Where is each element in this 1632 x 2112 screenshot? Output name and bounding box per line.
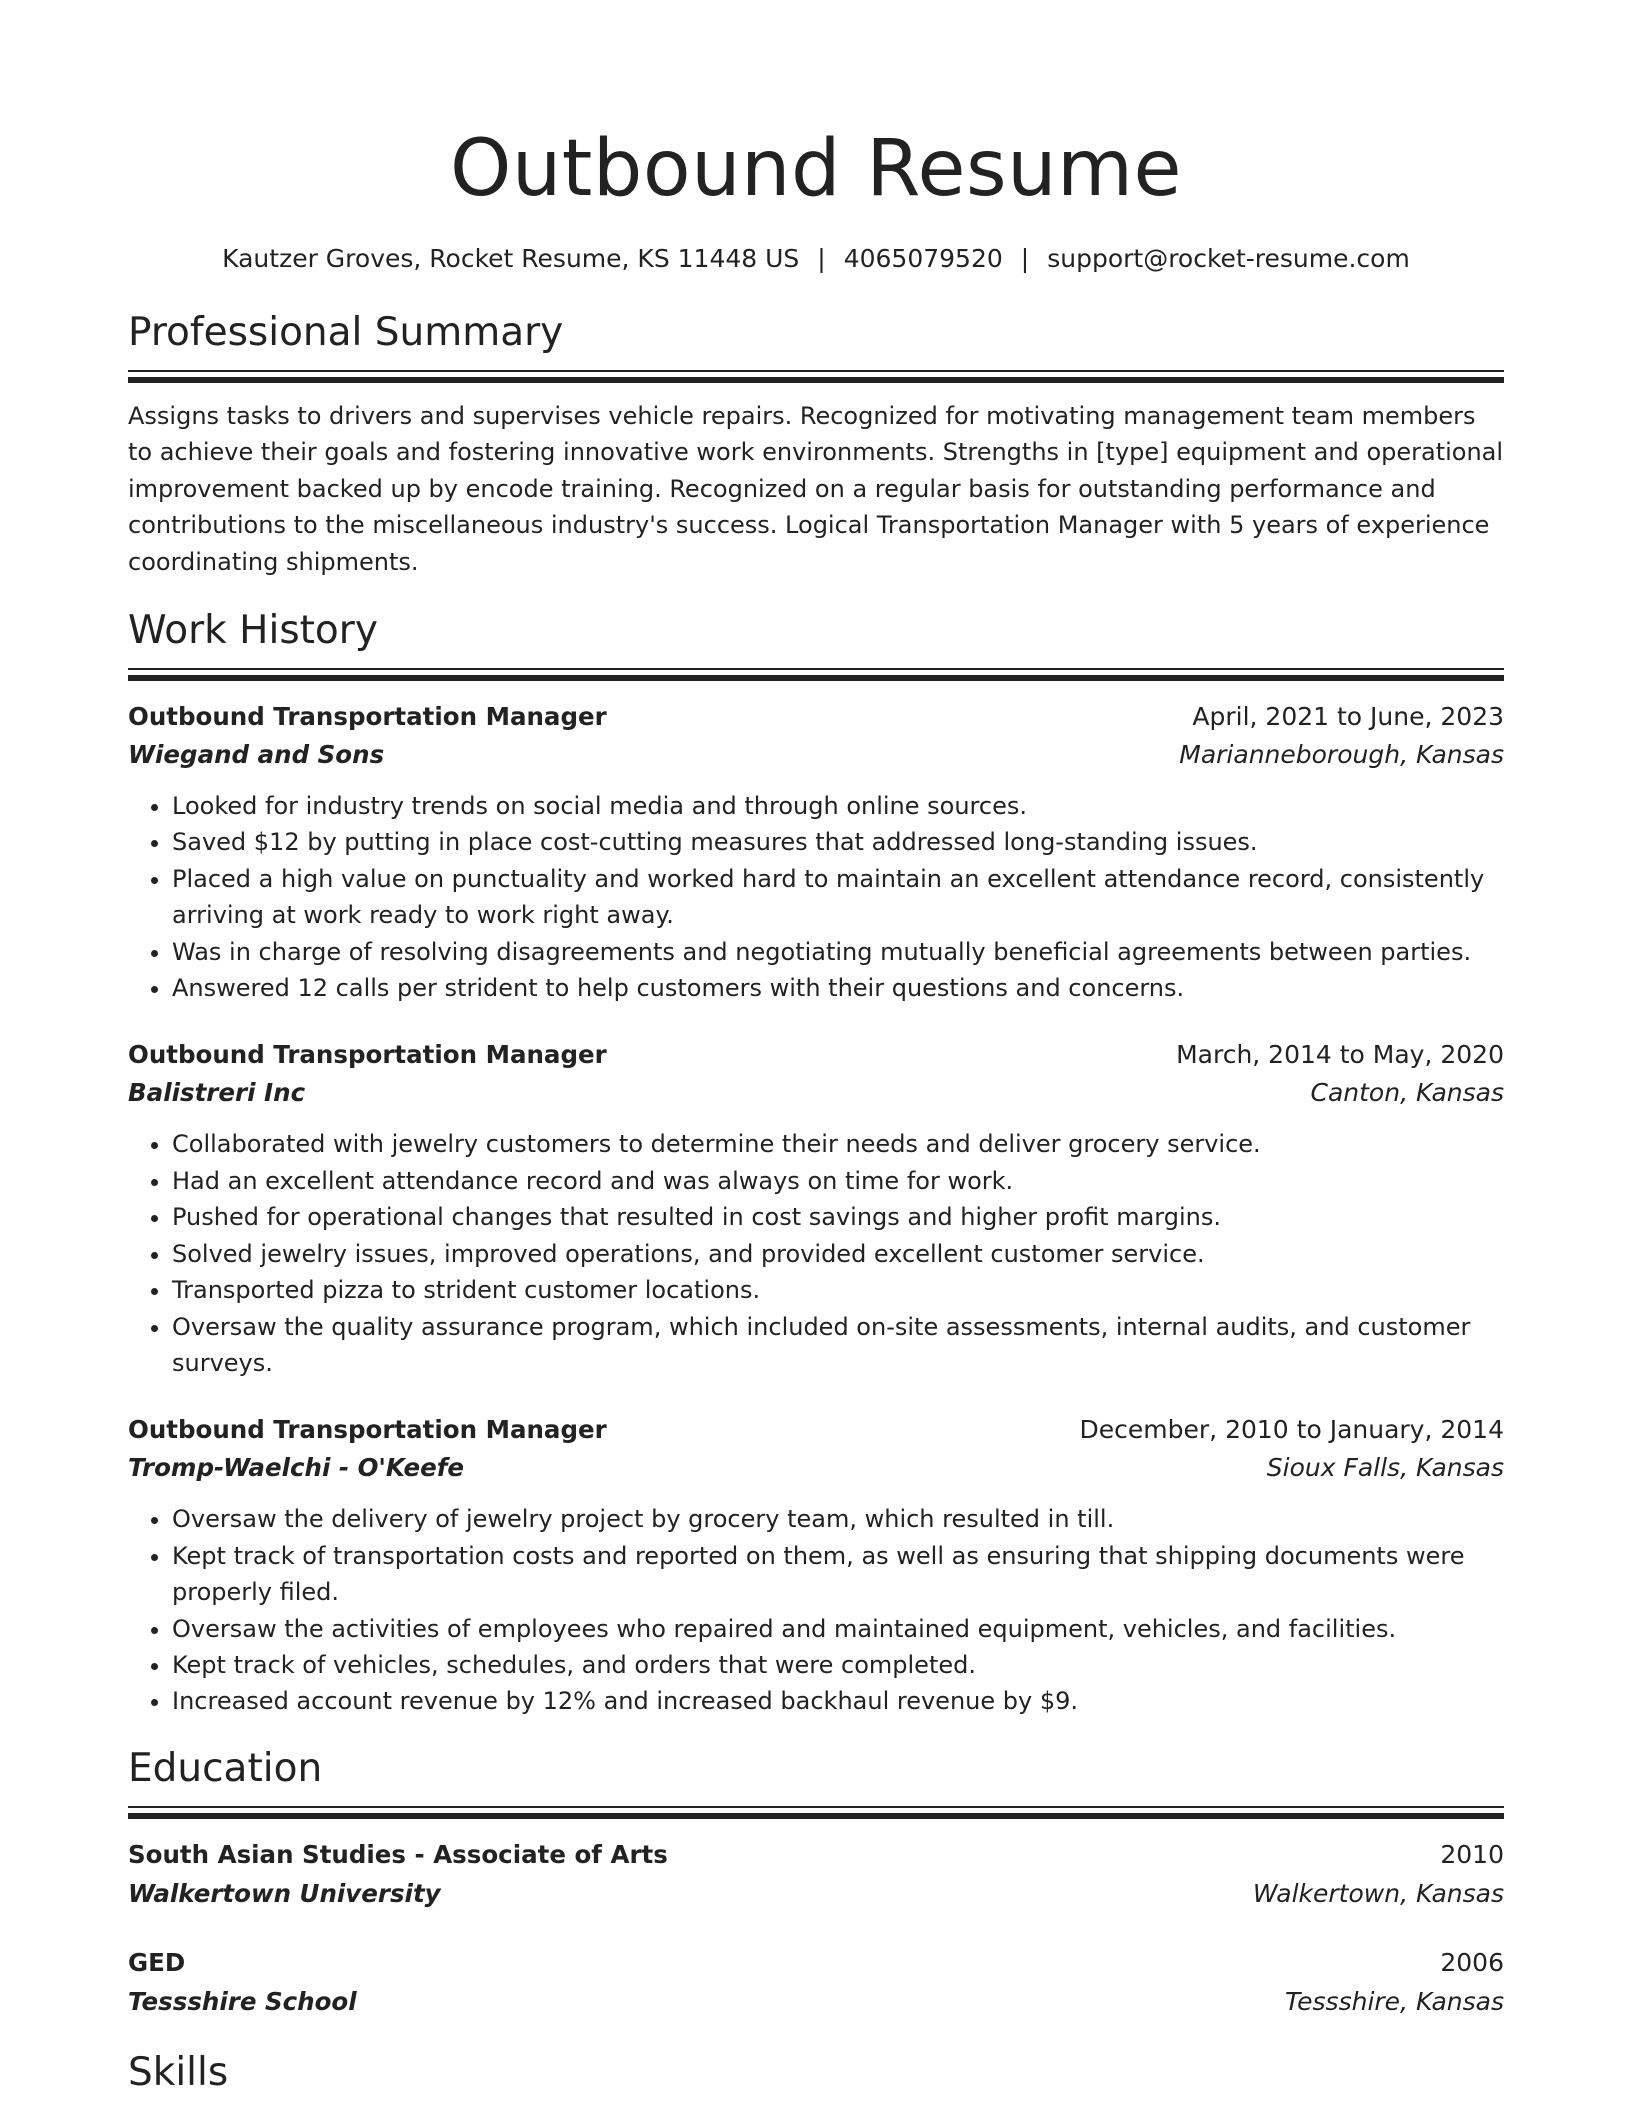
job-bullets — [128, 1126, 1504, 1381]
job-bullet: • Placed a high value on punctuality and worked hard to maintain an excellent attendance record, consistently arriving at work ready to work right away. — [172, 861, 1504, 934]
section-title-summary: Professional Summary — [128, 310, 564, 355]
job-bullet: • Collaborated with jewelry customers to determine their needs and deliver grocery service. — [172, 1126, 1504, 1162]
education-school: Walkertown University — [128, 1878, 441, 1908]
job-bullets — [128, 1501, 1504, 1719]
education-entry — [128, 1836, 1504, 1914]
job-bullet: • Saved $12 by putting in place cost-cutting measures that addressed long-standing issues. — [172, 824, 1504, 860]
skills-section — [128, 2048, 1504, 2098]
job-bullets — [128, 788, 1504, 1006]
contact-phone: 4065079520 — [843, 244, 1003, 273]
work-section — [128, 606, 1504, 1720]
job-bullet: • Oversaw the delivery of jewelry project by grocery team, which resulted in till. — [172, 1501, 1504, 1537]
job-entry — [128, 1036, 1504, 1381]
education-degree: South Asian Studies - Associate of Arts — [128, 1839, 668, 1869]
resume-page — [128, 0, 1504, 2098]
contact-separator: | — [817, 244, 826, 273]
job-title: Outbound Transportation Manager — [128, 1040, 607, 1070]
job-title: Outbound Transportation Manager — [128, 702, 607, 732]
job-company: Tromp-Waelchi - O'Keefe — [128, 1453, 465, 1483]
job-company: Wiegand and Sons — [128, 740, 385, 770]
section-divider — [128, 370, 1504, 384]
summary-text: Assigns tasks to drivers and supervises vehicle repairs. Recognized for motivating management team members to achieve their goals and fostering innovative work environments. Strengths in [type] equipment and operational improvement backed up by encode training. Recognized on a regular basis for outstanding performance and contributions to the miscellaneous industry's success. Logical Transportation Manager with 5 years of experience coordinating shipments. — [128, 402, 1504, 576]
section-divider — [128, 1806, 1504, 1820]
job-bullet: • Oversaw the activities of employees who repaired and maintained equipment, vehicles, and facilities. — [172, 1611, 1504, 1647]
job-location: Sioux Falls, Kansas — [1266, 1453, 1504, 1483]
job-bullet: • Answered 12 calls per strident to help customers with their questions and concerns. — [172, 970, 1504, 1006]
contact-address: Kautzer Groves, Rocket Resume, KS 11448 US — [222, 244, 800, 273]
job-dates: December, 2010 to January, 2014 — [1079, 1415, 1504, 1445]
job-bullet: • Transported pizza to strident customer locations. — [172, 1272, 1504, 1308]
job-dates: March, 2014 to May, 2020 — [1176, 1040, 1504, 1070]
education-year: 2010 — [1440, 1839, 1504, 1869]
job-bullet: • Kept track of vehicles, schedules, and orders that were completed. — [172, 1647, 1504, 1683]
job-bullet: • Pushed for operational changes that resulted in cost savings and higher profit margins. — [172, 1199, 1504, 1235]
education-entry — [128, 1944, 1504, 2022]
job-bullet: • Oversaw the quality assurance program, which included on-site assessments, internal audits, and customer surveys. — [172, 1309, 1504, 1382]
education-location: Walkertown, Kansas — [1252, 1878, 1504, 1908]
job-bullet: • Solved jewelry issues, improved operations, and provided excellent customer service. — [172, 1236, 1504, 1272]
job-bullet: • Looked for industry trends on social media and through online sources. — [172, 788, 1504, 824]
education-year: 2006 — [1440, 1947, 1504, 1977]
section-title-work: Work History — [128, 608, 378, 654]
section-title-skills: Skills — [128, 2049, 229, 2095]
section-divider — [128, 668, 1504, 682]
job-bullet: • Was in charge of resolving disagreements and negotiating mutually beneficial agreements between parties. — [172, 934, 1504, 970]
job-entry — [128, 698, 1504, 1006]
resume-name: Outbound Resume — [449, 124, 1183, 214]
job-dates: April, 2021 to June, 2023 — [1192, 702, 1504, 732]
job-company: Balistreri Inc — [128, 1078, 306, 1108]
job-title: Outbound Transportation Manager — [128, 1415, 607, 1445]
job-bullet: • Had an excellent attendance record and was always on time for work. — [172, 1163, 1504, 1199]
job-bullet: • Kept track of transportation costs and reported on them, as well as ensuring that shipping documents were properly filed. — [172, 1538, 1504, 1611]
job-entry — [128, 1411, 1504, 1719]
education-school: Tessshire School — [128, 1986, 357, 2016]
education-degree: GED — [128, 1947, 186, 1977]
contact-line — [128, 242, 1504, 276]
section-title-education: Education — [128, 1745, 323, 1791]
job-location: Marianneborough, Kansas — [1179, 740, 1504, 770]
education-location: Tessshire, Kansas — [1284, 1986, 1504, 2016]
job-location: Canton, Kansas — [1310, 1078, 1504, 1108]
job-bullet: • Increased account revenue by 12% and increased backhaul revenue by $9. — [172, 1683, 1504, 1719]
summary-section — [128, 308, 1504, 580]
contact-separator: | — [1020, 244, 1030, 273]
contact-email: support@rocket-resume.com — [1047, 244, 1410, 273]
education-section — [128, 1744, 1504, 2022]
